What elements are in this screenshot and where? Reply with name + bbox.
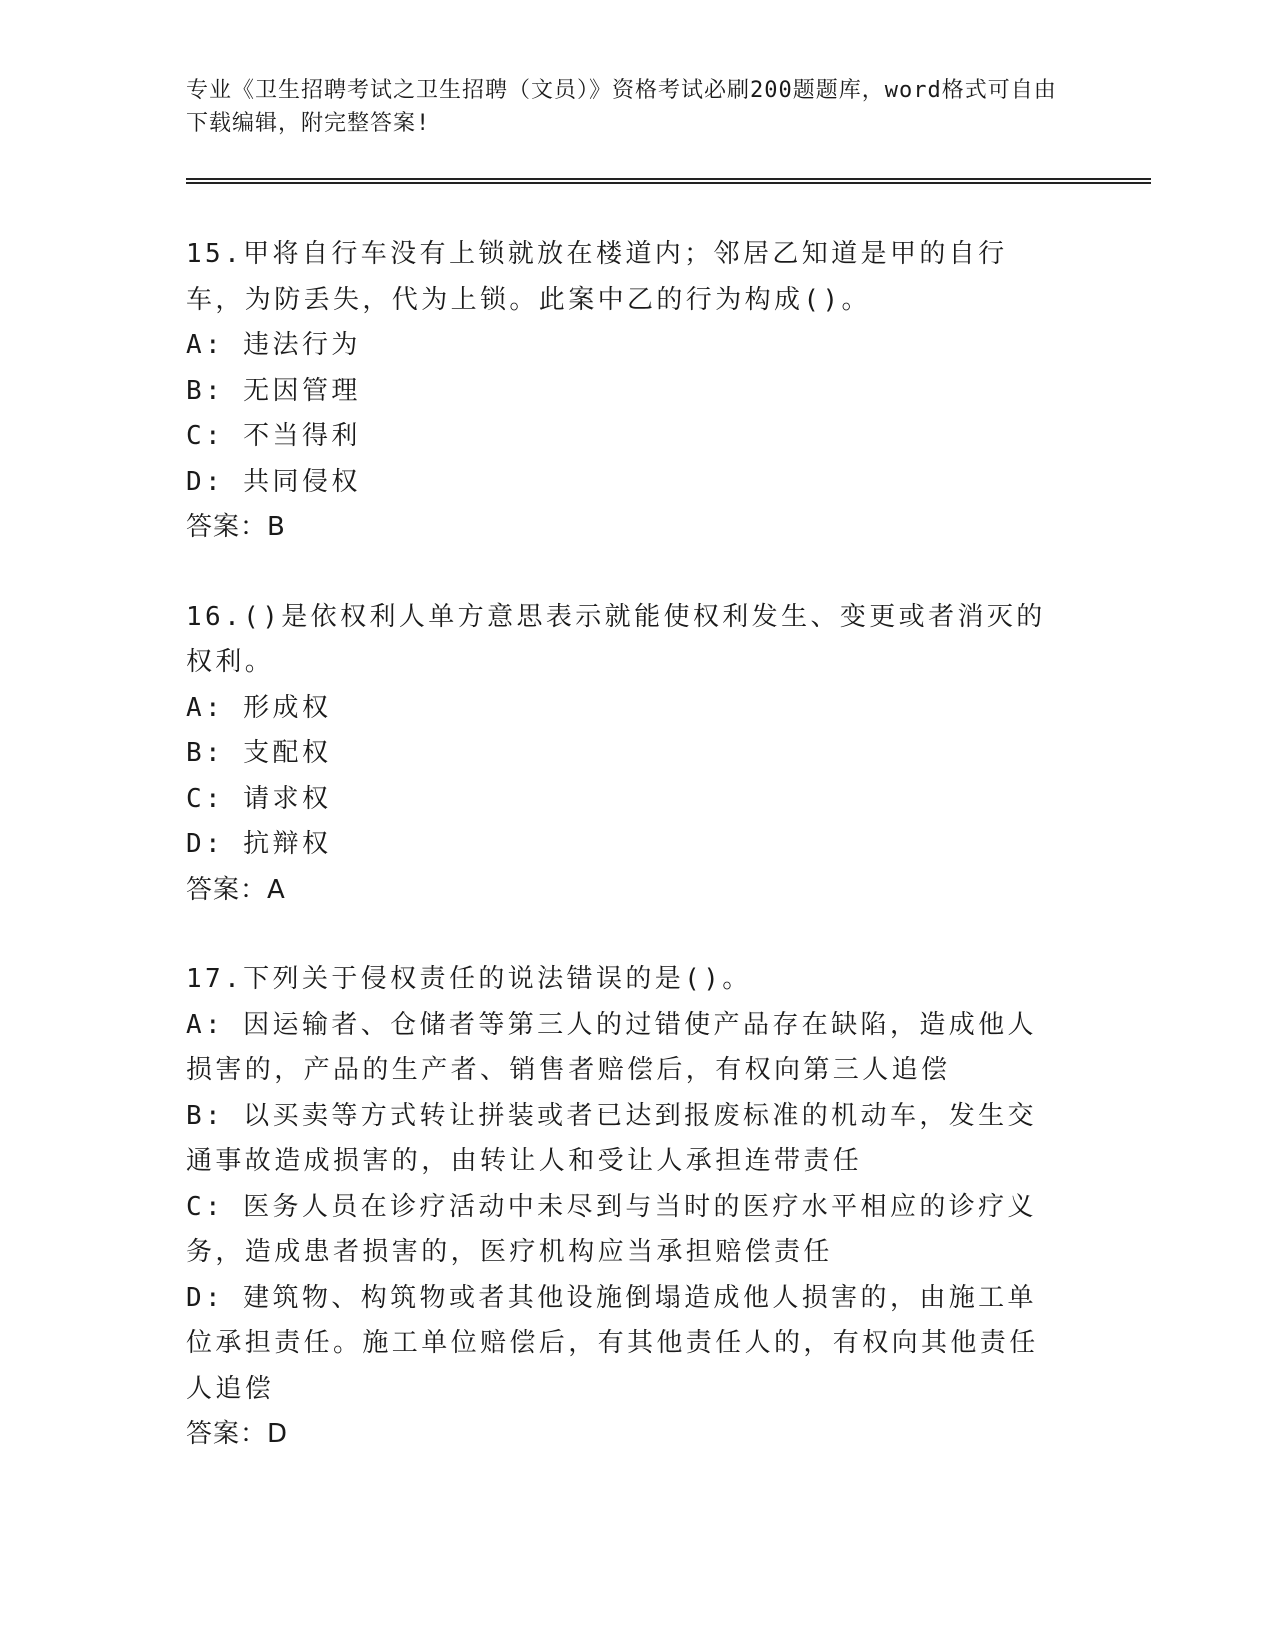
option-d: D: 共同侵权 — [186, 466, 361, 497]
question-stem: 16.()是依权利人单方意思表示就能使权利发生、变更或者消灭的权利。 — [186, 601, 1046, 677]
option-a: A: 违法行为 — [186, 330, 361, 360]
option-a: A: 因运输者、仓储者等第三人的过错使产品存在缺陷，造成他人损害的，产品的生产者、销售者赔偿后，有权向第三人追偿 — [186, 1009, 1037, 1085]
document-page — [186, 0, 1146, 1650]
document-header-text: 专业《卫生招聘考试之卫生招聘（文员）》资格考试必刷200题题库，word格式可自由下载编辑，附完整答案! — [186, 78, 1057, 136]
option-a: A: 形成权 — [186, 692, 332, 723]
option-c: C: 不当得利 — [186, 421, 361, 451]
option-c: C: 请求权 — [186, 783, 332, 814]
answer-label: 答案：A — [186, 874, 286, 905]
answer-label: 答案：B — [186, 512, 286, 542]
question-15 — [186, 232, 1066, 551]
question-stem: 15.甲将自行车没有上锁就放在楼道内；邻居乙知道是甲的自行车，为防丢失，代为上锁。此案中乙的行为构成()。 — [186, 239, 1008, 315]
option-b: B: 支配权 — [186, 738, 332, 768]
question-stem: 17.下列关于侵权责任的说法错误的是()。 — [186, 964, 752, 994]
option-d: D: 建筑物、构筑物或者其他设施倒塌造成他人损害的，由施工单位承担责任。施工单位赔偿后，有其他责任人的，有权向其他责任人追偿 — [186, 1282, 1039, 1404]
header-divider — [186, 178, 1151, 184]
option-d: D: 抗辩权 — [186, 829, 332, 859]
option-b: B: 无因管理 — [186, 375, 361, 406]
question-17 — [186, 957, 1066, 1458]
answer-label: 答案：D — [186, 1419, 289, 1449]
question-list — [186, 232, 1066, 1502]
option-c: C: 医务人员在诊疗活动中未尽到与当时的医疗水平相应的诊疗义务，造成患者损害的，医疗机构应当承担赔偿责任 — [186, 1191, 1037, 1267]
option-b: B: 以买卖等方式转让拼装或者已达到报废标准的机动车，发生交通事故造成损害的，由转让人和受让人承担连带责任 — [186, 1100, 1037, 1176]
question-16 — [186, 595, 1066, 914]
